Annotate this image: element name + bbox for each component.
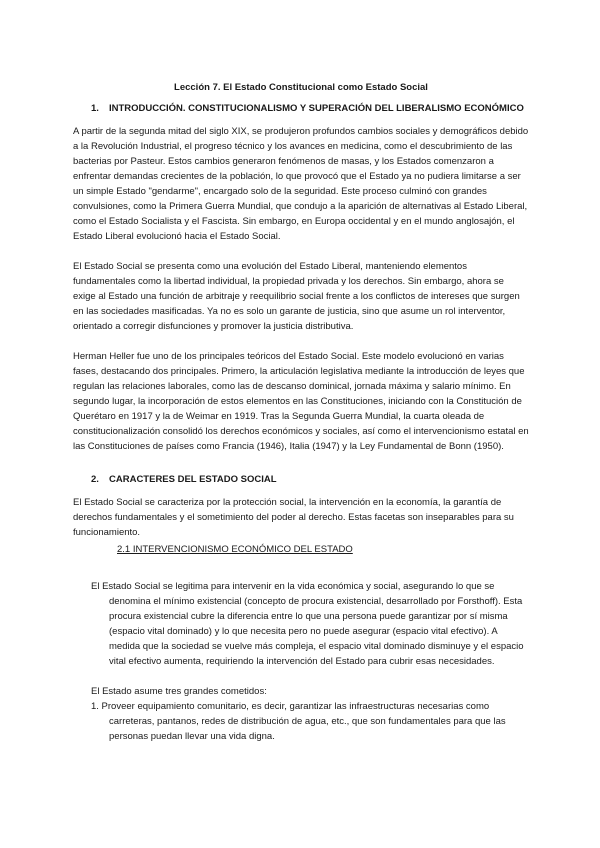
paragraph: El Estado Social se caracteriza por la protección social, la intervención en la economía, la garantía de derechos fundamentales y el sometimiento del poder al derecho. Estas facetas son inseparables para su funcionamiento. <box>73 497 514 538</box>
list-item: 1. Proveer equipamiento comunitario, es decir, garantizar las infraestructuras necesarias como carreteras, pantanos, redes de distribución de agua, etc., que son fundamentales para que las personas puedan llevar una vida digna. <box>91 701 506 742</box>
paragraph: A partir de la segunda mitad del siglo XIX, se produjeron profundos cambios sociales y demográficos debido a la Revolución Industrial, el progreso técnico y los avances en medicina, como el descubrimiento de las bacterias por Pasteur. Estos cambios generaron fenómenos de masas, y los Estados comenzaron a enfrentar demandas crecientes de la población, lo que provocó que el Estado ya no pudiera limitarse a ser un simple Estado "gendarme", encargado solo de la seguridad. Este proceso culminó con grandes convulsiones, como la Primera Guerra Mundial, que condujo a la aparición de alternativas al Estado Liberal, como el Estado Socialista y el Fascista. Sin embargo, en Europa occidental y en el mundo anglosajón, el Estado Liberal evolucionó hacia el Estado Social. <box>73 126 529 242</box>
page-title: Lección 7. El Estado Constitucional como Estado Social <box>174 82 428 93</box>
section-1-heading <box>73 101 529 116</box>
paragraph: El Estado Social se presenta como una evolución del Estado Liberal, manteniendo elementos fundamentales como la libertad individual, la propiedad privada y los derechos. Sin embargo, ahora se exige al Estado una función de arbitraje y reequilibrio social frente a los conflictos de intereses que surgen en las sociedades masificadas. Ya no es solo un garante de justicia, sino que asume un rol interventor, orientado a corregir disfunciones y promover la justicia distributiva. <box>73 261 520 332</box>
section-number: 1. <box>91 103 99 114</box>
subsection-heading: 2.1 INTERVENCIONISMO ECONÓMICO DEL ESTADO <box>117 544 353 555</box>
paragraph: Herman Heller fue uno de los principales teóricos del Estado Social. Este modelo evolucionó en varias fases, destacando dos principales. Primero, la articulación legislativa mediante la introducción de leyes que regulan las relaciones laborales, como las de descanso dominical, jornada máxima y salario mínimo. En segundo lugar, la incorporación de estos elementos en las Constituciones, iniciando con la Constitución de Querétaro en 1917 y la de Weimar en 1919. Tras la Segunda Guerra Mundial, la cuarta oleada de constitucionalización consolidó los derechos económicos y sociales, así como el intervencionismo estatal en las Constituciones de países como Francia (1946), Italia (1947) y la Ley Fundamental de Bonn (1950). <box>73 351 529 452</box>
section-title: CARACTERES DEL ESTADO SOCIAL <box>109 474 277 485</box>
section-2-heading <box>73 472 529 487</box>
paragraph: El Estado Social se legitima para intervenir en la vida económica y social, asegurando lo que se denomina el mínimo existencial (concepto de procura existencial, desarrollado por Forsthoff). Esta procura existencial cubre la diferencia entre lo que una persona puede garantizar por sí misma (espacio vital dominado) y lo que necesita pero no puede asegurar (espacio vital efectivo). A medida que la sociedad se vuelve más compleja, el espacio vital dominado disminuye y el espacio vital efectivo aumenta, requiriendo la intervención del Estado para cubrir esas necesidades. <box>91 581 524 667</box>
section-number: 2. <box>91 474 99 485</box>
paragraph: El Estado asume tres grandes cometidos: <box>91 686 267 697</box>
section-title: INTRODUCCIÓN. CONSTITUCIONALISMO Y SUPERACIÓN DEL LIBERALISMO ECONÓMICO <box>109 103 524 114</box>
